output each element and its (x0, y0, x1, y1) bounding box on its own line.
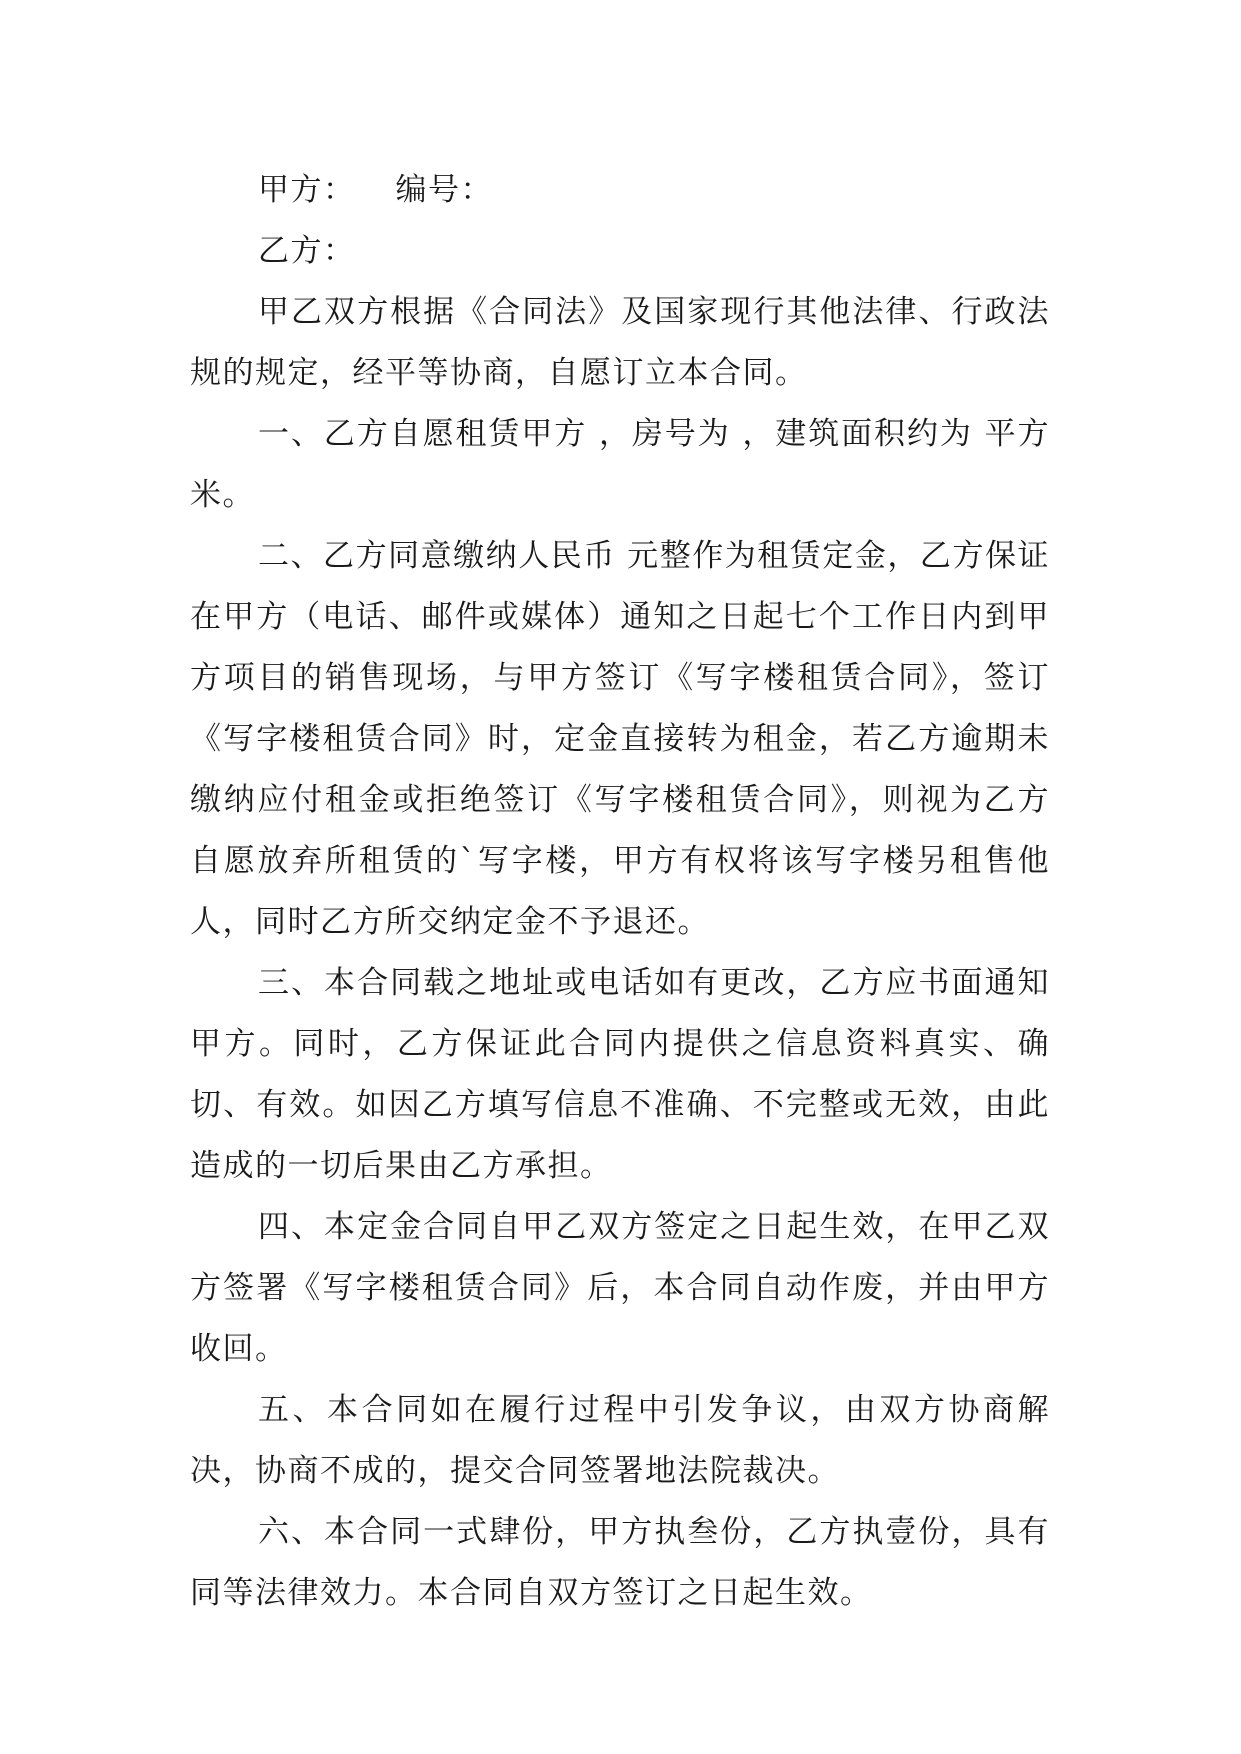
number-label: 编号： (395, 172, 493, 208)
paragraph-clause-3: 三、本合同载之地址或电话如有更改，乙方应书面通知甲方。同时，乙方保证此合同内提供之信息资料真实、确切、有效。如因乙方填写信息不准确、不完整或无效，由此造成的一切后果由乙方承担。 (190, 965, 1050, 1184)
party-a-line (190, 160, 1050, 221)
document-body (190, 160, 1050, 1624)
paragraph-clause-5: 五、本合同如在履行过程中引发争议，由双方协商解决，协商不成的，提交合同签署地法院裁决。 (190, 1392, 1050, 1489)
party-a-label: 甲方： (258, 172, 356, 208)
paragraph-preamble: 甲乙双方根据《合同法》及国家现行其他法律、行政法规的规定，经平等协商，自愿订立本合同。 (190, 294, 1050, 391)
paragraph-clause-1: 一、乙方自愿租赁甲方 ，房号为 ，建筑面积约为 平方米。 (190, 416, 1050, 513)
paragraph-clause-4: 四、本定金合同自甲乙双方签定之日起生效，在甲乙双方签署《写字楼租赁合同》后，本合同自动作废，并由甲方收回。 (190, 1209, 1050, 1367)
party-b-line (190, 221, 1050, 282)
party-b-label: 乙方： (258, 233, 356, 269)
paragraph-clause-6: 六、本合同一式肆份，甲方执叁份，乙方执壹份，具有同等法律效力。本合同自双方签订之日起生效。 (190, 1514, 1050, 1611)
paragraph-clause-2: 二、乙方同意缴纳人民币 元整作为租赁定金，乙方保证在甲方（电话、邮件或媒体）通知之日起七个工作日内到甲方项目的销售现场，与甲方签订《写字楼租赁合同》，签订《写字楼租赁合同》时，定金直接转为租金，若乙方逾期未缴纳应付租金或拒绝签订《写字楼租赁合同》，则视为乙方自愿放弃所租赁的`写字楼，甲方有权将该写字楼另租售他人，同时乙方所交纳定金不予退还。 (190, 538, 1050, 940)
